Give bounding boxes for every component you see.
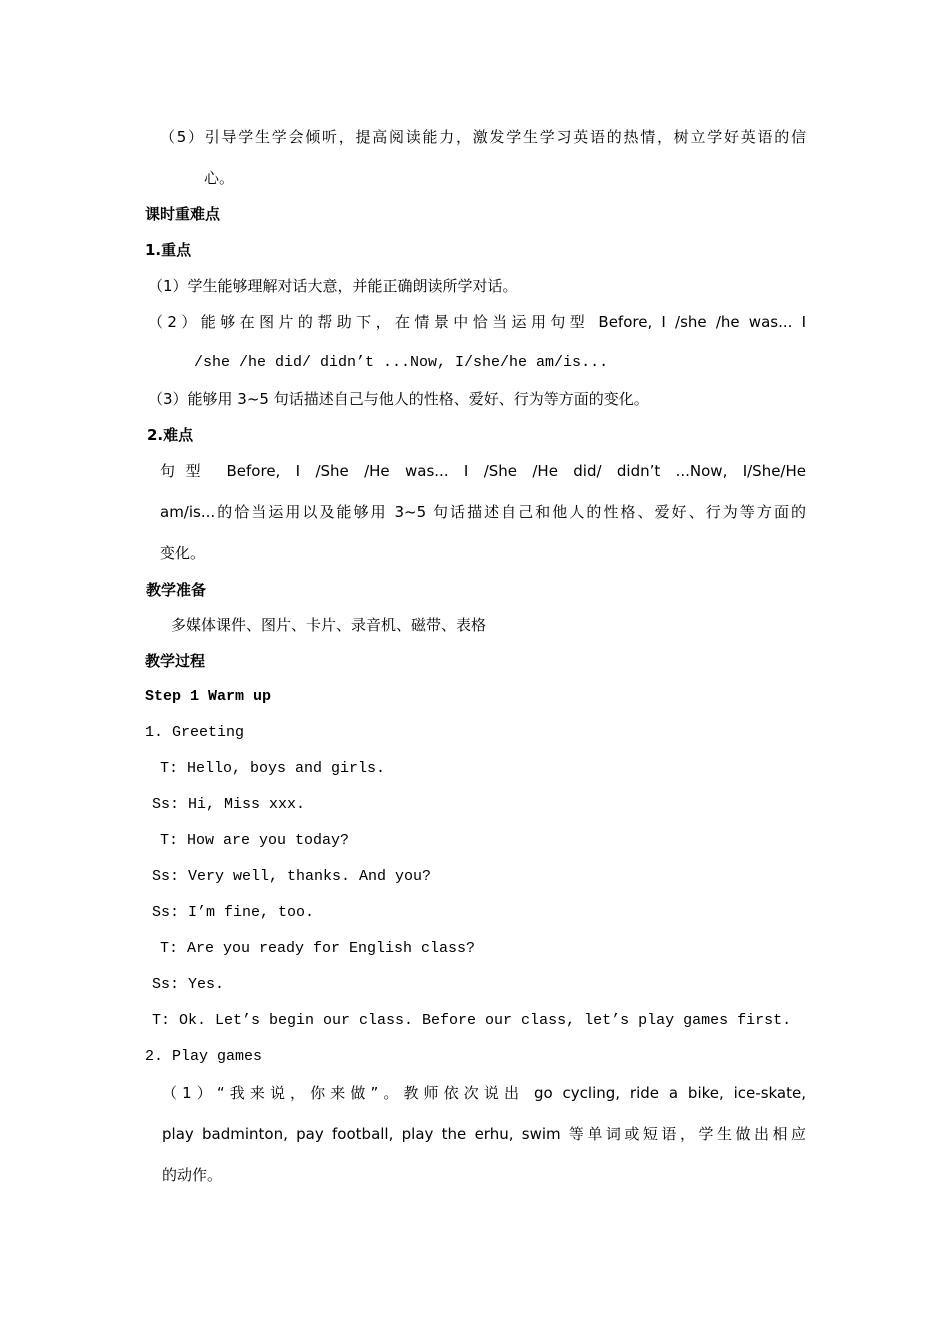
objective-item-5-line-1: （5）引导学生学会倾听，提高阅读能力，激发学生学习英语的热情，树立学好英语的信 (160, 128, 806, 146)
dialogue-line: T: How are you today? (160, 832, 350, 849)
dialogue-line: T: Hello, boys and girls. (160, 760, 386, 777)
difficult-point-line-2: am/is...的恰当运用以及能够用 3~5 句话描述自己和他人的性格、爱好、行为等方面的 (160, 503, 806, 521)
dialogue-line: T: Ok. Let’s begin our class. Before our class, let’s play games first. (152, 1012, 792, 1029)
dialogue-line: Ss: I’m fine, too. (152, 904, 315, 921)
section-heading-preparation: 教学准备 (146, 581, 207, 599)
key-point-item-3: （3）能够用 3~5 句话描述自己与他人的性格、爱好、行为等方面的变化。 (148, 390, 649, 408)
greeting-heading: 1. Greeting (145, 724, 245, 741)
subheading-key-points: 1.重点 (145, 241, 192, 259)
dialogue-line: Ss: Very well, thanks. And you? (152, 868, 432, 885)
games-item-1-line-3: 的动作。 (162, 1166, 223, 1184)
step-1-heading: Step 1 Warm up (145, 688, 272, 705)
games-item-1-line-2: play badminton, pay football, play the erhu, swim 等单词或短语，学生做出相应 (162, 1125, 806, 1143)
key-point-item-1: （1）学生能够理解对话大意，并能正确朗读所学对话。 (148, 277, 518, 295)
preparation-text: 多媒体课件、图片、卡片、录音机、磁带、表格 (171, 616, 487, 634)
dialogue-line: Ss: Hi, Miss xxx. (152, 796, 306, 813)
objective-item-5-line-2: 心。 (204, 169, 235, 187)
subheading-difficult-points: 2.难点 (147, 426, 194, 444)
key-point-item-2-line-2: /she /he did/ didn’t ...Now, I/she/he am/is... (194, 354, 609, 371)
games-heading: 2. Play games (145, 1048, 263, 1065)
key-point-item-2-line-1: （2）能够在图片的帮助下，在情景中恰当运用句型 Before, I /she /he was... I (148, 313, 806, 331)
section-heading-process: 教学过程 (145, 652, 206, 670)
difficult-point-line-1: 句型 Before, I /She /He was... I /She /He did/ didn’t ...Now, I/She/He (160, 462, 806, 480)
games-item-1-line-1: （1）“我来说，你来做”。教师依次说出 go cycling, ride a bike, ice-skate, (162, 1084, 806, 1102)
difficult-point-line-3: 变化。 (160, 544, 206, 562)
dialogue-line: Ss: Yes. (152, 976, 225, 993)
dialogue-line: T: Are you ready for English class? (160, 940, 476, 957)
section-heading-key-difficult: 课时重难点 (145, 205, 221, 223)
